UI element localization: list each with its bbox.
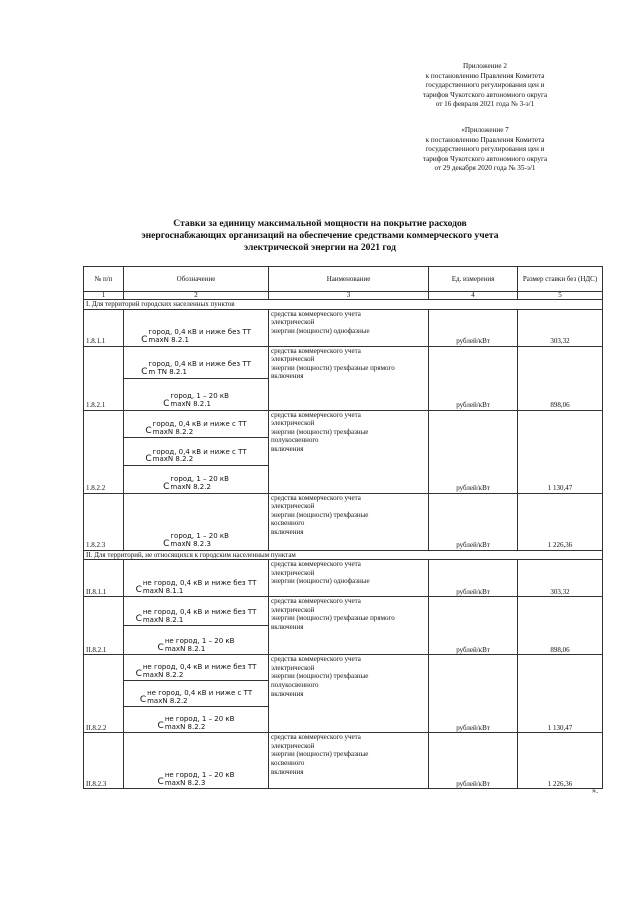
row-value: 1 130,47 bbox=[518, 655, 603, 733]
col-num: 4 bbox=[429, 292, 518, 300]
row-name: средства коммерческого учета электрической энергии (мощности) однофазные bbox=[269, 309, 429, 346]
symbol-c: С bbox=[141, 366, 148, 377]
symbol-c: С bbox=[141, 334, 148, 345]
row-number: II.8.2.3 bbox=[84, 733, 124, 789]
superscript-text: город, 1 – 20 кВ bbox=[170, 475, 229, 484]
row-unit: рублей/кВт bbox=[429, 410, 518, 493]
designation-formula bbox=[136, 580, 257, 596]
symbol-c: С bbox=[145, 453, 152, 464]
table-row bbox=[84, 597, 603, 655]
title-line: электрической энергии на 2021 год bbox=[244, 242, 396, 253]
symbol-c: С bbox=[139, 695, 147, 706]
row-name: средства коммерческого учета электрической энергии (мощности) трехфазные полукосвенного включения bbox=[269, 655, 429, 733]
subscript-text: maxN 8.1.1 bbox=[142, 586, 184, 595]
row-number: 1.8.2.1 bbox=[84, 346, 124, 410]
superscript-text: не город, 1 – 20 кВ bbox=[164, 715, 235, 723]
header2-line: «Приложение 7 bbox=[461, 126, 509, 134]
title-line: Ставки за единицу максимальной мощности на покрытие расходов bbox=[173, 218, 467, 229]
appendix-header bbox=[390, 62, 580, 110]
row-name: средства коммерческого учета электрической энергии (мощности) трехфазные прямого включения bbox=[269, 346, 429, 410]
col-num: 5 bbox=[518, 292, 603, 300]
header1-line: от 16 февраля 2021 года № 3-э/1 bbox=[435, 100, 535, 109]
row-unit: рублей/кВт bbox=[429, 655, 518, 733]
superscript-text: город, 0,4 кВ и ниже с ТТ bbox=[152, 447, 247, 456]
header1-line: тарифов Чукотского автономного округа bbox=[422, 90, 548, 99]
superscript-text: город, 0,4 кВ и ниже с ТТ bbox=[152, 420, 247, 429]
symbol-c: С bbox=[157, 777, 164, 788]
col-header-name: Наименование bbox=[269, 267, 429, 292]
row-name: средства коммерческого учета электрической энергии (мощности) трехфазные косвенного включения bbox=[269, 493, 429, 550]
row-value: 1 226,36 bbox=[518, 733, 603, 789]
designation-formula bbox=[163, 533, 229, 549]
table-row bbox=[84, 733, 603, 789]
row-designation bbox=[124, 560, 269, 597]
designation-cell bbox=[124, 655, 268, 681]
table-row bbox=[84, 309, 603, 346]
subscript-text: maxN 8.2.2 bbox=[170, 483, 211, 492]
section-row bbox=[84, 550, 603, 560]
title-line: энергоснабжающих организаций на обеспечение средствами коммерческого учета bbox=[141, 230, 499, 241]
superscript-text: не город, 1 – 20 кВ bbox=[164, 771, 235, 779]
col-header-designation: Обозначение bbox=[124, 267, 269, 292]
rates-table bbox=[83, 266, 603, 789]
designation-cell bbox=[124, 411, 268, 439]
subscript-text: maxN 8.2.1 bbox=[164, 644, 206, 653]
row-number: II.8.2.2 bbox=[84, 655, 124, 733]
row-designation bbox=[124, 346, 269, 410]
symbol-c: С bbox=[157, 721, 164, 732]
designation-cell bbox=[124, 707, 268, 732]
superscript-text: не город, 0,4 кВ и ниже с ТТ bbox=[147, 689, 253, 697]
designation-cell bbox=[124, 438, 268, 466]
designation-cell bbox=[124, 733, 268, 788]
col-num: 2 bbox=[124, 292, 269, 300]
symbol-c: С bbox=[163, 538, 170, 549]
row-name: средства коммерческого учета электрической энергии (мощности) трехфазные косвенного включения bbox=[269, 733, 429, 789]
subscript-text: maxN 8.2.2 bbox=[147, 696, 188, 705]
row-designation bbox=[124, 655, 269, 733]
row-value: 898,06 bbox=[518, 346, 603, 410]
row-unit: рублей/кВт bbox=[429, 493, 518, 550]
subscript-text: maxN 8.2.2 bbox=[142, 670, 184, 679]
designation-cell bbox=[124, 626, 268, 654]
designation-formula bbox=[158, 716, 235, 732]
row-name: средства коммерческого учета электрической энергии (мощности) трехфазные полукосвенного включения bbox=[269, 410, 429, 493]
col-num: 1 bbox=[84, 292, 124, 300]
col-num: 3 bbox=[269, 292, 429, 300]
designation-cell bbox=[124, 347, 268, 379]
designation-formula bbox=[136, 609, 257, 625]
superscript-text: город, 0,4 кВ и ниже без ТТ bbox=[148, 328, 251, 337]
table-row bbox=[84, 410, 603, 493]
row-name: средства коммерческого учета электрической энергии (мощности) трехфазные прямого включения bbox=[269, 597, 429, 655]
row-value: 898,06 bbox=[518, 597, 603, 655]
col-header-num: № п/п bbox=[84, 267, 124, 292]
row-unit: рублей/кВт bbox=[429, 309, 518, 346]
designation-formula bbox=[141, 329, 251, 345]
symbol-c: С bbox=[135, 669, 142, 680]
row-unit: рублей/кВт bbox=[429, 597, 518, 655]
superscript-text: не город, 1 – 20 кВ bbox=[164, 637, 235, 645]
row-unit: рублей/кВт bbox=[429, 346, 518, 410]
superscript-text: город, 1 – 20 кВ bbox=[170, 532, 229, 541]
table-row bbox=[84, 346, 603, 410]
col-header-unit: Ед. измерения bbox=[429, 267, 518, 292]
symbol-c: С bbox=[157, 643, 164, 654]
designation-formula bbox=[158, 772, 235, 788]
symbol-c: С bbox=[135, 585, 142, 596]
row-number: II.8.1.1 bbox=[84, 560, 124, 597]
row-designation bbox=[124, 597, 269, 655]
section-title: I. Для территорий городских населенных пунктов bbox=[84, 300, 603, 310]
row-unit: рублей/кВт bbox=[429, 560, 518, 597]
header1-line: государственного регулирования цен и bbox=[425, 81, 545, 90]
symbol-c: С bbox=[135, 614, 142, 625]
header1-line: Приложение 2 bbox=[463, 62, 507, 70]
subscript-text: maxN 8.2.2 bbox=[164, 722, 206, 731]
superscript-text: город, 1 – 20 кВ bbox=[170, 392, 229, 401]
subscript-text: maxN 8.2.2 bbox=[152, 455, 194, 464]
row-unit: рублей/кВт bbox=[429, 733, 518, 789]
superscript-text: не город, 0,4 кВ и ниже без ТТ bbox=[142, 608, 257, 616]
symbol-c: С bbox=[145, 426, 152, 437]
table-row bbox=[84, 493, 603, 550]
designation-cell bbox=[124, 494, 268, 550]
table-row bbox=[84, 655, 603, 733]
designation-cell bbox=[124, 681, 268, 707]
row-designation bbox=[124, 493, 269, 550]
column-number-row bbox=[84, 292, 603, 300]
superscript-text: не город, 0,4 кВ и ниже без ТТ bbox=[142, 663, 257, 671]
row-designation bbox=[124, 733, 269, 789]
section-row bbox=[84, 300, 603, 310]
subscript-text: maxN 8.2.1 bbox=[148, 336, 189, 344]
designation-formula bbox=[145, 421, 246, 437]
row-number: 1.8.2.3 bbox=[84, 493, 124, 550]
col-header-rate: Размер ставки без (НДС) bbox=[518, 267, 603, 292]
symbol-c: С bbox=[163, 398, 170, 409]
header1-line: к постановлению Правления Комитета bbox=[425, 71, 545, 80]
row-number: 1.8.2.2 bbox=[84, 410, 124, 493]
designation-formula bbox=[163, 393, 229, 409]
subscript-text: maxN 8.2.2 bbox=[152, 427, 194, 436]
designation-cell bbox=[124, 560, 268, 596]
designation-formula bbox=[136, 664, 257, 680]
subscript-text: m ТN 8.2.1 bbox=[148, 368, 188, 376]
superscript-text: город, 0,4 кВ и ниже без ТТ bbox=[148, 360, 251, 369]
symbol-c: С bbox=[163, 481, 170, 492]
row-value: 303,32 bbox=[518, 560, 603, 597]
designation-cell bbox=[124, 310, 268, 346]
row-designation bbox=[124, 309, 269, 346]
superscript-text: не город, 0,4 кВ и ниже без ТТ bbox=[142, 579, 257, 587]
table-header-row bbox=[84, 267, 603, 292]
designation-cell bbox=[124, 597, 268, 626]
subscript-text: maxN 8.2.3 bbox=[164, 778, 206, 787]
designation-formula bbox=[145, 449, 246, 465]
subscript-text: maxN 8.2.1 bbox=[142, 615, 184, 624]
row-value: 303,32 bbox=[518, 309, 603, 346]
row-name: средства коммерческого учета электрической энергии (мощности) однофазные bbox=[269, 560, 429, 597]
header2-line: к постановлению Правления Комитета bbox=[425, 135, 545, 144]
designation-cell bbox=[124, 466, 268, 493]
designation-formula bbox=[158, 638, 235, 654]
row-designation bbox=[124, 410, 269, 493]
designation-formula bbox=[141, 361, 251, 377]
row-number: 1.8.1.1 bbox=[84, 309, 124, 346]
section-title: II. Для территорий, не относящихся к городским населенным пунктам bbox=[84, 550, 603, 560]
closing-quote: ». bbox=[592, 786, 598, 795]
subscript-text: maxN 8.2.3 bbox=[170, 540, 211, 548]
designation-cell bbox=[124, 379, 268, 410]
document-title bbox=[85, 218, 555, 254]
amended-appendix-header bbox=[390, 126, 580, 174]
header2-line: государственного регулирования цен и bbox=[425, 145, 545, 154]
table-row bbox=[84, 560, 603, 597]
row-number: II.8.2.1 bbox=[84, 597, 124, 655]
header2-line: от 29 декабря 2020 года № 35-э/1 bbox=[434, 164, 536, 173]
header2-line: тарифов Чукотского автономного округа bbox=[422, 154, 548, 163]
designation-formula bbox=[140, 690, 252, 706]
subscript-text: maxN 8.2.1 bbox=[170, 400, 211, 408]
row-value: 1 226,36 bbox=[518, 493, 603, 550]
designation-formula bbox=[163, 476, 229, 492]
row-value: 1 130,47 bbox=[518, 410, 603, 493]
